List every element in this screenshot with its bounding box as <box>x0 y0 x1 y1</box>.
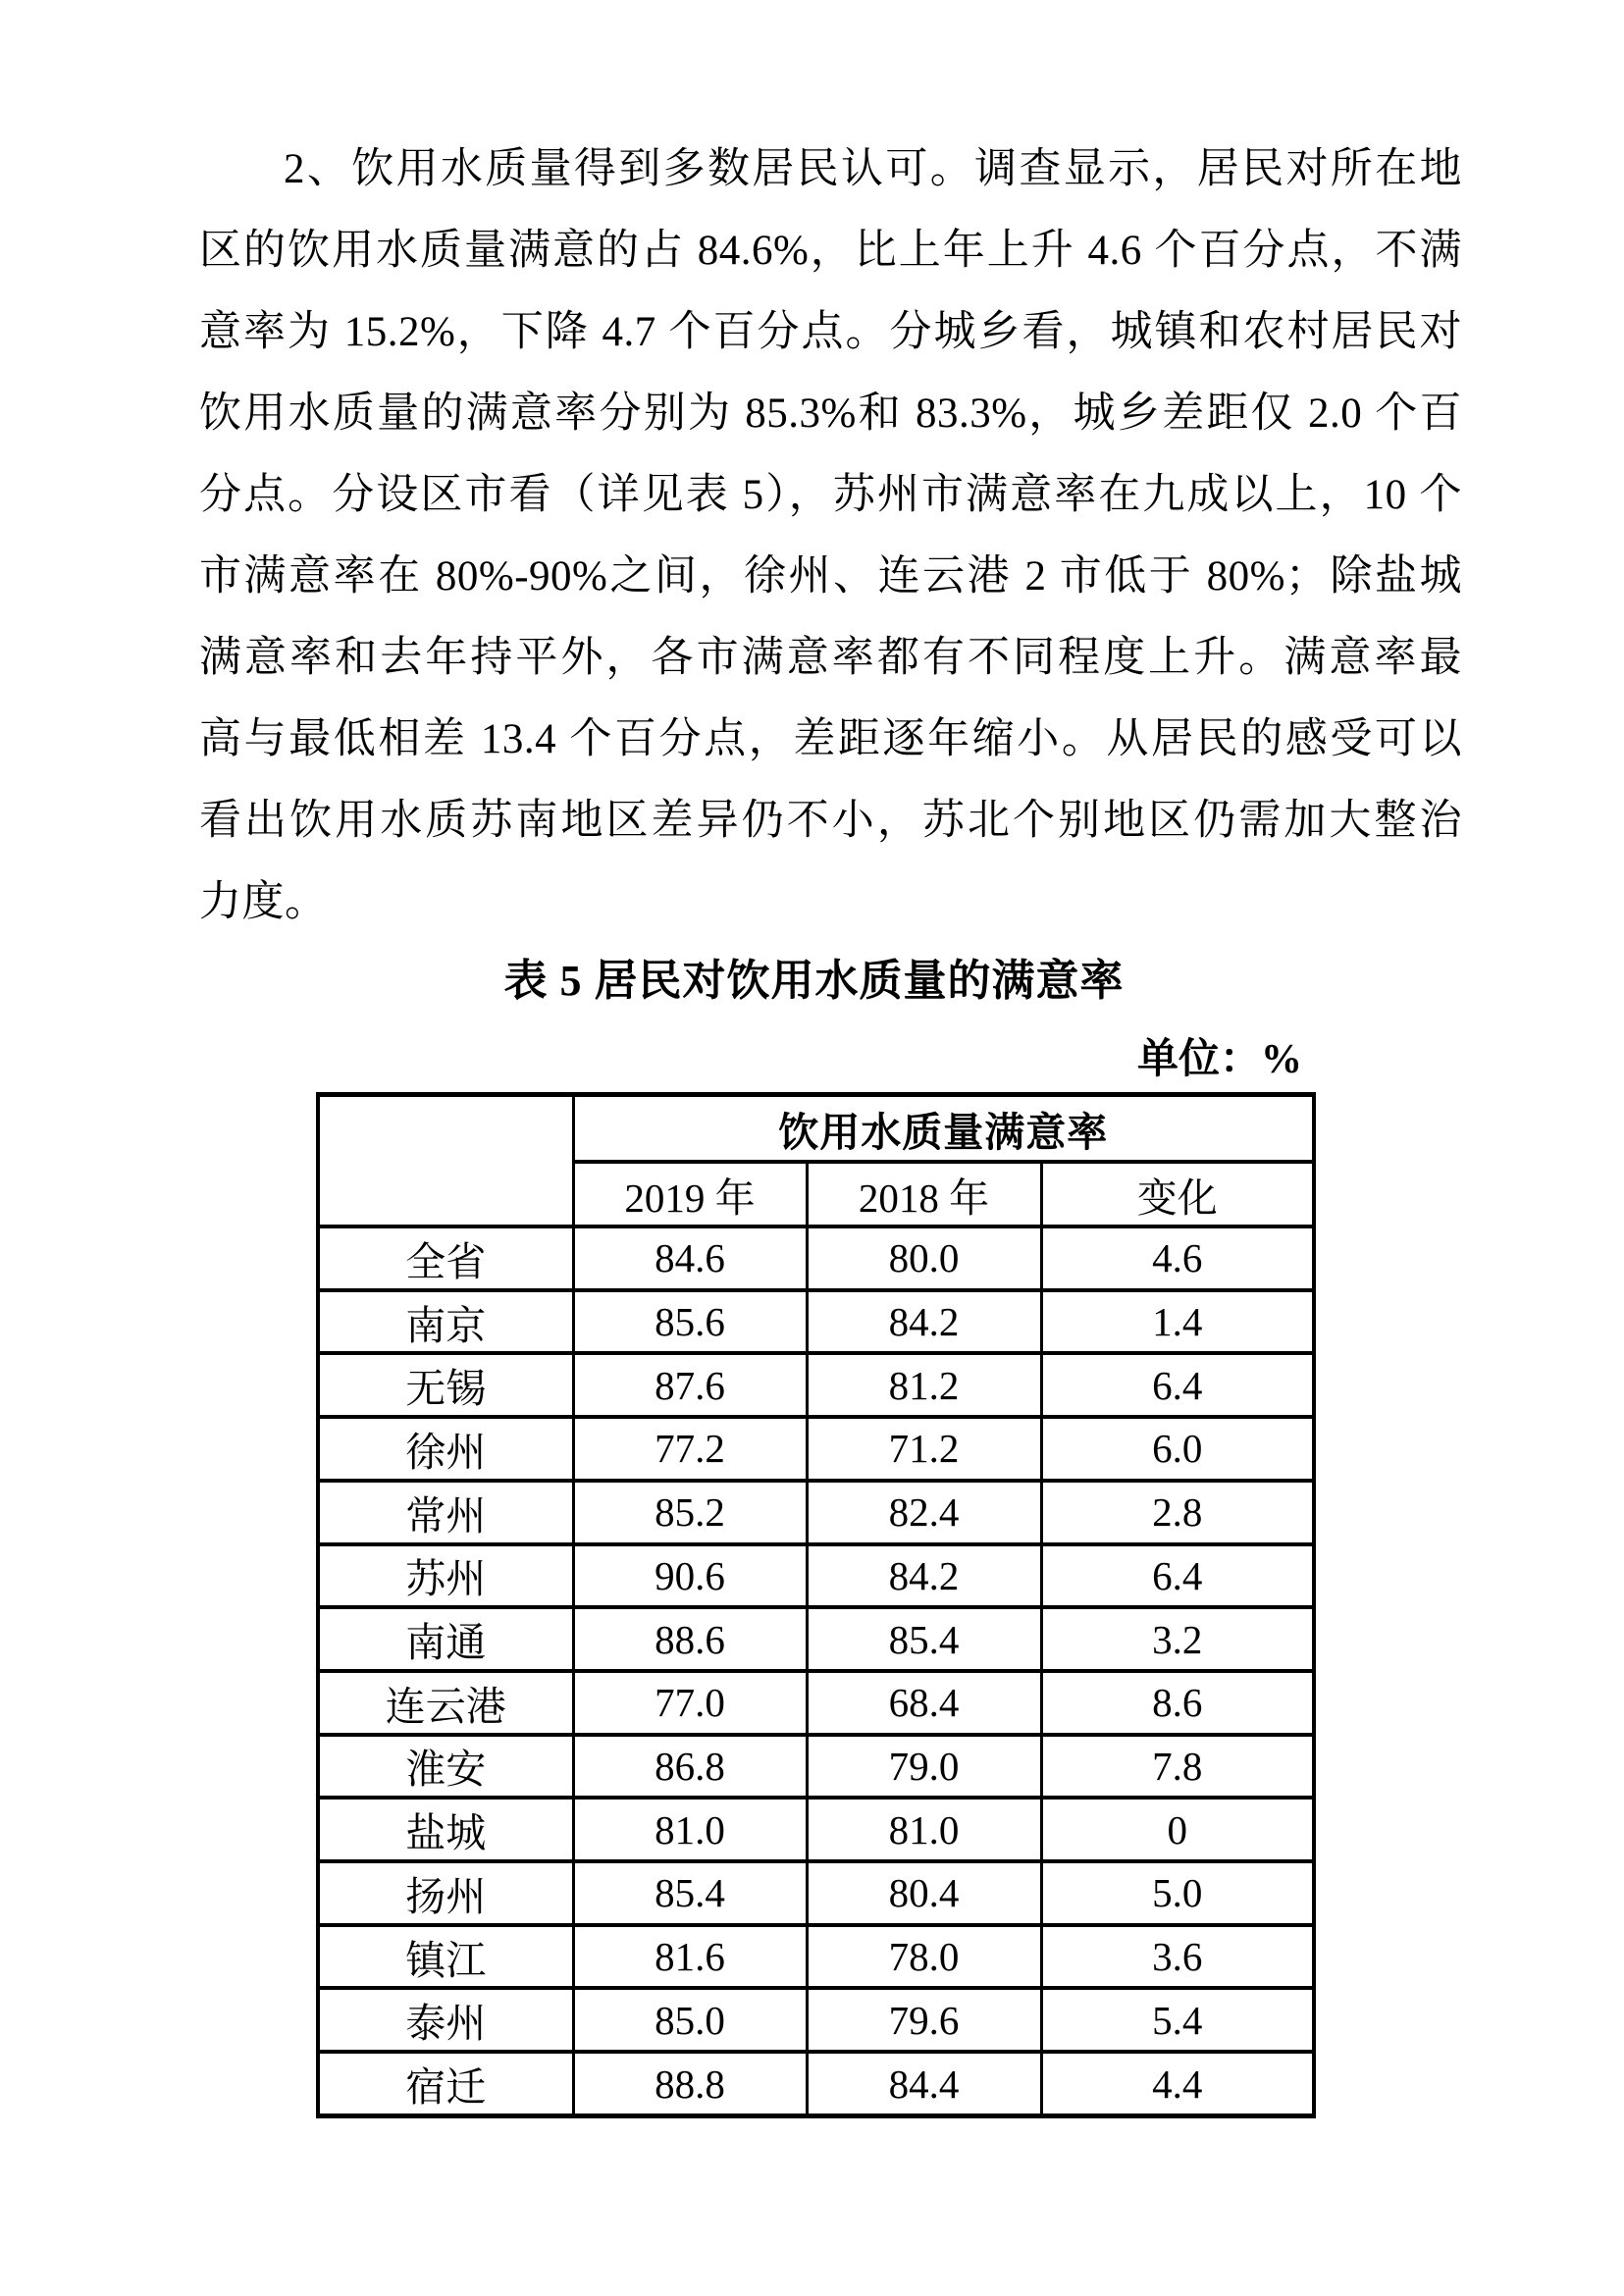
region-cell: 苏州 <box>318 1544 573 1608</box>
change-cell: 4.6 <box>1041 1226 1314 1290</box>
table-row <box>318 2052 1314 2115</box>
change-cell: 2.8 <box>1041 1481 1314 1544</box>
table-row <box>318 1798 1314 1861</box>
value-2018-cell: 79.0 <box>807 1735 1041 1799</box>
merged-header-cell: 饮用水质量满意率 <box>573 1095 1314 1163</box>
change-header: 变化 <box>1041 1162 1314 1226</box>
value-2018-cell: 84.2 <box>807 1544 1041 1608</box>
change-cell: 5.0 <box>1041 1861 1314 1925</box>
value-2019-cell: 85.6 <box>573 1290 807 1354</box>
table-body <box>318 1226 1314 2116</box>
table-row <box>318 1988 1314 2052</box>
paragraph-line: 满意率和去年持平外，各市满意率都有不同程度上升。满意率最 <box>199 635 1462 681</box>
change-cell: 8.6 <box>1041 1671 1314 1735</box>
table-row <box>318 1735 1314 1799</box>
value-2018-cell: 80.4 <box>807 1861 1041 1925</box>
paragraph-line: 力度。 <box>199 879 328 925</box>
paragraph-line: 意率为 15.2%，下降 4.7 个百分点。分城乡看，城镇和农村居民对 <box>199 309 1462 355</box>
region-cell: 徐州 <box>318 1417 573 1481</box>
value-2018-cell: 82.4 <box>807 1481 1041 1544</box>
change-cell: 6.4 <box>1041 1544 1314 1608</box>
table-row <box>318 1607 1314 1671</box>
table-row <box>318 1925 1314 1989</box>
table-row <box>318 1290 1314 1354</box>
region-cell: 连云港 <box>318 1671 573 1735</box>
table-header <box>318 1095 1314 1227</box>
value-2019-cell: 77.2 <box>573 1417 807 1481</box>
value-2018-cell: 85.4 <box>807 1607 1041 1671</box>
value-2018-cell: 81.0 <box>807 1798 1041 1861</box>
table-title: 表 5 居民对饮用水质量的满意率 <box>503 957 1125 1005</box>
year-2018-header: 2018 年 <box>807 1162 1041 1226</box>
table-row <box>318 1417 1314 1481</box>
change-cell: 6.4 <box>1041 1353 1314 1417</box>
unit-label: 单位：% <box>1136 1037 1302 1082</box>
value-2019-cell: 88.6 <box>573 1607 807 1671</box>
paragraph-line: 看出饮用水质苏南地区差异仍不小，苏北个别地区仍需加大整治 <box>199 798 1462 844</box>
value-2019-cell: 81.0 <box>573 1798 807 1861</box>
value-2019-cell: 77.0 <box>573 1671 807 1735</box>
change-cell: 4.4 <box>1041 2052 1314 2115</box>
region-cell: 盐城 <box>318 1798 573 1861</box>
value-2018-cell: 78.0 <box>807 1925 1041 1989</box>
region-cell: 扬州 <box>318 1861 573 1925</box>
satisfaction-table <box>316 1092 1316 2118</box>
paragraph-line: 高与最低相差 13.4 个百分点，差距逐年缩小。从居民的感受可以 <box>199 716 1462 762</box>
change-cell: 0 <box>1041 1798 1314 1861</box>
paragraph-line: 区的饮用水质量满意的占 84.6%，比上年上升 4.6 个百分点，不满 <box>199 228 1462 274</box>
value-2019-cell: 87.6 <box>573 1353 807 1417</box>
value-2018-cell: 71.2 <box>807 1417 1041 1481</box>
paragraph-line: 分点。分设区市看（详见表 5），苏州市满意率在九成以上，10 个 <box>199 472 1462 518</box>
value-2018-cell: 84.2 <box>807 1290 1041 1354</box>
change-cell: 5.4 <box>1041 1988 1314 2052</box>
value-2019-cell: 85.0 <box>573 1988 807 2052</box>
value-2018-cell: 80.0 <box>807 1226 1041 1290</box>
region-cell: 常州 <box>318 1481 573 1544</box>
table-row <box>318 1671 1314 1735</box>
paragraph-line: 饮用水质量的满意率分别为 85.3%和 83.3%，城乡差距仅 2.0 个百 <box>199 391 1462 437</box>
region-cell: 全省 <box>318 1226 573 1290</box>
region-cell: 淮安 <box>318 1735 573 1799</box>
change-cell: 3.6 <box>1041 1925 1314 1989</box>
paragraph-line: 2、饮用水质量得到多数居民认可。调查显示，居民对所在地 <box>284 146 1462 192</box>
value-2018-cell: 68.4 <box>807 1671 1041 1735</box>
year-2019-header: 2019 年 <box>573 1162 807 1226</box>
region-column-header <box>318 1095 573 1227</box>
value-2018-cell: 79.6 <box>807 1988 1041 2052</box>
table-header-row-1 <box>318 1095 1314 1163</box>
table-row <box>318 1861 1314 1925</box>
value-2019-cell: 85.4 <box>573 1861 807 1925</box>
value-2018-cell: 81.2 <box>807 1353 1041 1417</box>
paragraph-line: 市满意率在 80%-90%之间，徐州、连云港 2 市低于 80%；除盐城 <box>199 553 1462 600</box>
change-cell: 7.8 <box>1041 1735 1314 1799</box>
change-cell: 6.0 <box>1041 1417 1314 1481</box>
table-row <box>318 1544 1314 1608</box>
value-2019-cell: 88.8 <box>573 2052 807 2115</box>
region-cell: 宿迁 <box>318 2052 573 2115</box>
value-2018-cell: 84.4 <box>807 2052 1041 2115</box>
region-cell: 泰州 <box>318 1988 573 2052</box>
body-paragraph <box>199 129 1462 943</box>
value-2019-cell: 90.6 <box>573 1544 807 1608</box>
value-2019-cell: 84.6 <box>573 1226 807 1290</box>
value-2019-cell: 81.6 <box>573 1925 807 1989</box>
region-cell: 无锡 <box>318 1353 573 1417</box>
value-2019-cell: 86.8 <box>573 1735 807 1799</box>
region-cell: 镇江 <box>318 1925 573 1989</box>
table-row <box>318 1353 1314 1417</box>
value-2019-cell: 85.2 <box>573 1481 807 1544</box>
change-cell: 3.2 <box>1041 1607 1314 1671</box>
table-row <box>318 1481 1314 1544</box>
region-cell: 南京 <box>318 1290 573 1354</box>
change-cell: 1.4 <box>1041 1290 1314 1354</box>
region-cell: 南通 <box>318 1607 573 1671</box>
table-row <box>318 1226 1314 1290</box>
